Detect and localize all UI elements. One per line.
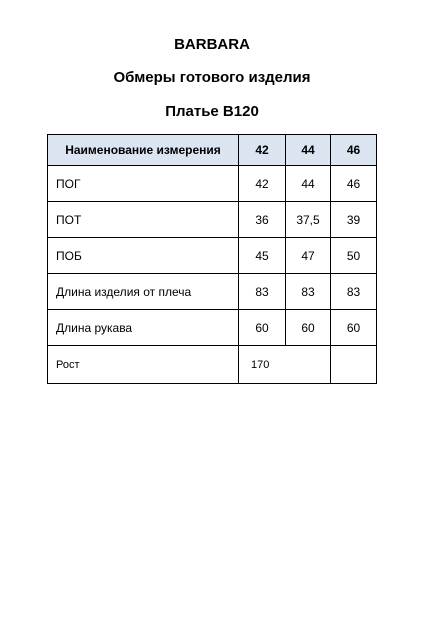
table-header-row bbox=[48, 135, 377, 166]
column-header-size-44: 44 bbox=[286, 135, 331, 166]
row-label: ПОГ bbox=[48, 166, 239, 202]
cell-value: 36 bbox=[239, 202, 286, 238]
column-header-size-42: 42 bbox=[239, 135, 286, 166]
brand-name: BARBARA bbox=[174, 36, 250, 53]
row-label: Рост bbox=[48, 346, 239, 384]
row-label: Длина изделия от плеча bbox=[48, 274, 239, 310]
cell-value: 83 bbox=[286, 274, 331, 310]
measurements-table bbox=[47, 134, 377, 384]
table-row bbox=[48, 274, 377, 310]
column-header-measurement: Наименование измерения bbox=[48, 135, 239, 166]
row-label: ПОБ bbox=[48, 238, 239, 274]
cell-value: 44 bbox=[286, 166, 331, 202]
cell-value: 45 bbox=[239, 238, 286, 274]
cell-value: 60 bbox=[331, 310, 377, 346]
row-label: ПОТ bbox=[48, 202, 239, 238]
cell-value: 37,5 bbox=[286, 202, 331, 238]
cell-value: 39 bbox=[331, 202, 377, 238]
cell-empty bbox=[331, 346, 377, 384]
row-label: Длина рукава bbox=[48, 310, 239, 346]
column-header-size-46: 46 bbox=[331, 135, 377, 166]
table-row-height bbox=[48, 346, 377, 384]
cell-value: 46 bbox=[331, 166, 377, 202]
document-subtitle: Платье В120 bbox=[165, 103, 259, 120]
table-row bbox=[48, 202, 377, 238]
cell-value: 60 bbox=[286, 310, 331, 346]
cell-value: 42 bbox=[239, 166, 286, 202]
table-row bbox=[48, 310, 377, 346]
table-row bbox=[48, 166, 377, 202]
cell-value: 60 bbox=[239, 310, 286, 346]
cell-value-height: 170 bbox=[239, 346, 331, 384]
document-title: Обмеры готового изделия bbox=[113, 69, 311, 86]
table-row bbox=[48, 238, 377, 274]
cell-value: 83 bbox=[331, 274, 377, 310]
cell-value: 47 bbox=[286, 238, 331, 274]
cell-value: 83 bbox=[239, 274, 286, 310]
cell-value: 50 bbox=[331, 238, 377, 274]
